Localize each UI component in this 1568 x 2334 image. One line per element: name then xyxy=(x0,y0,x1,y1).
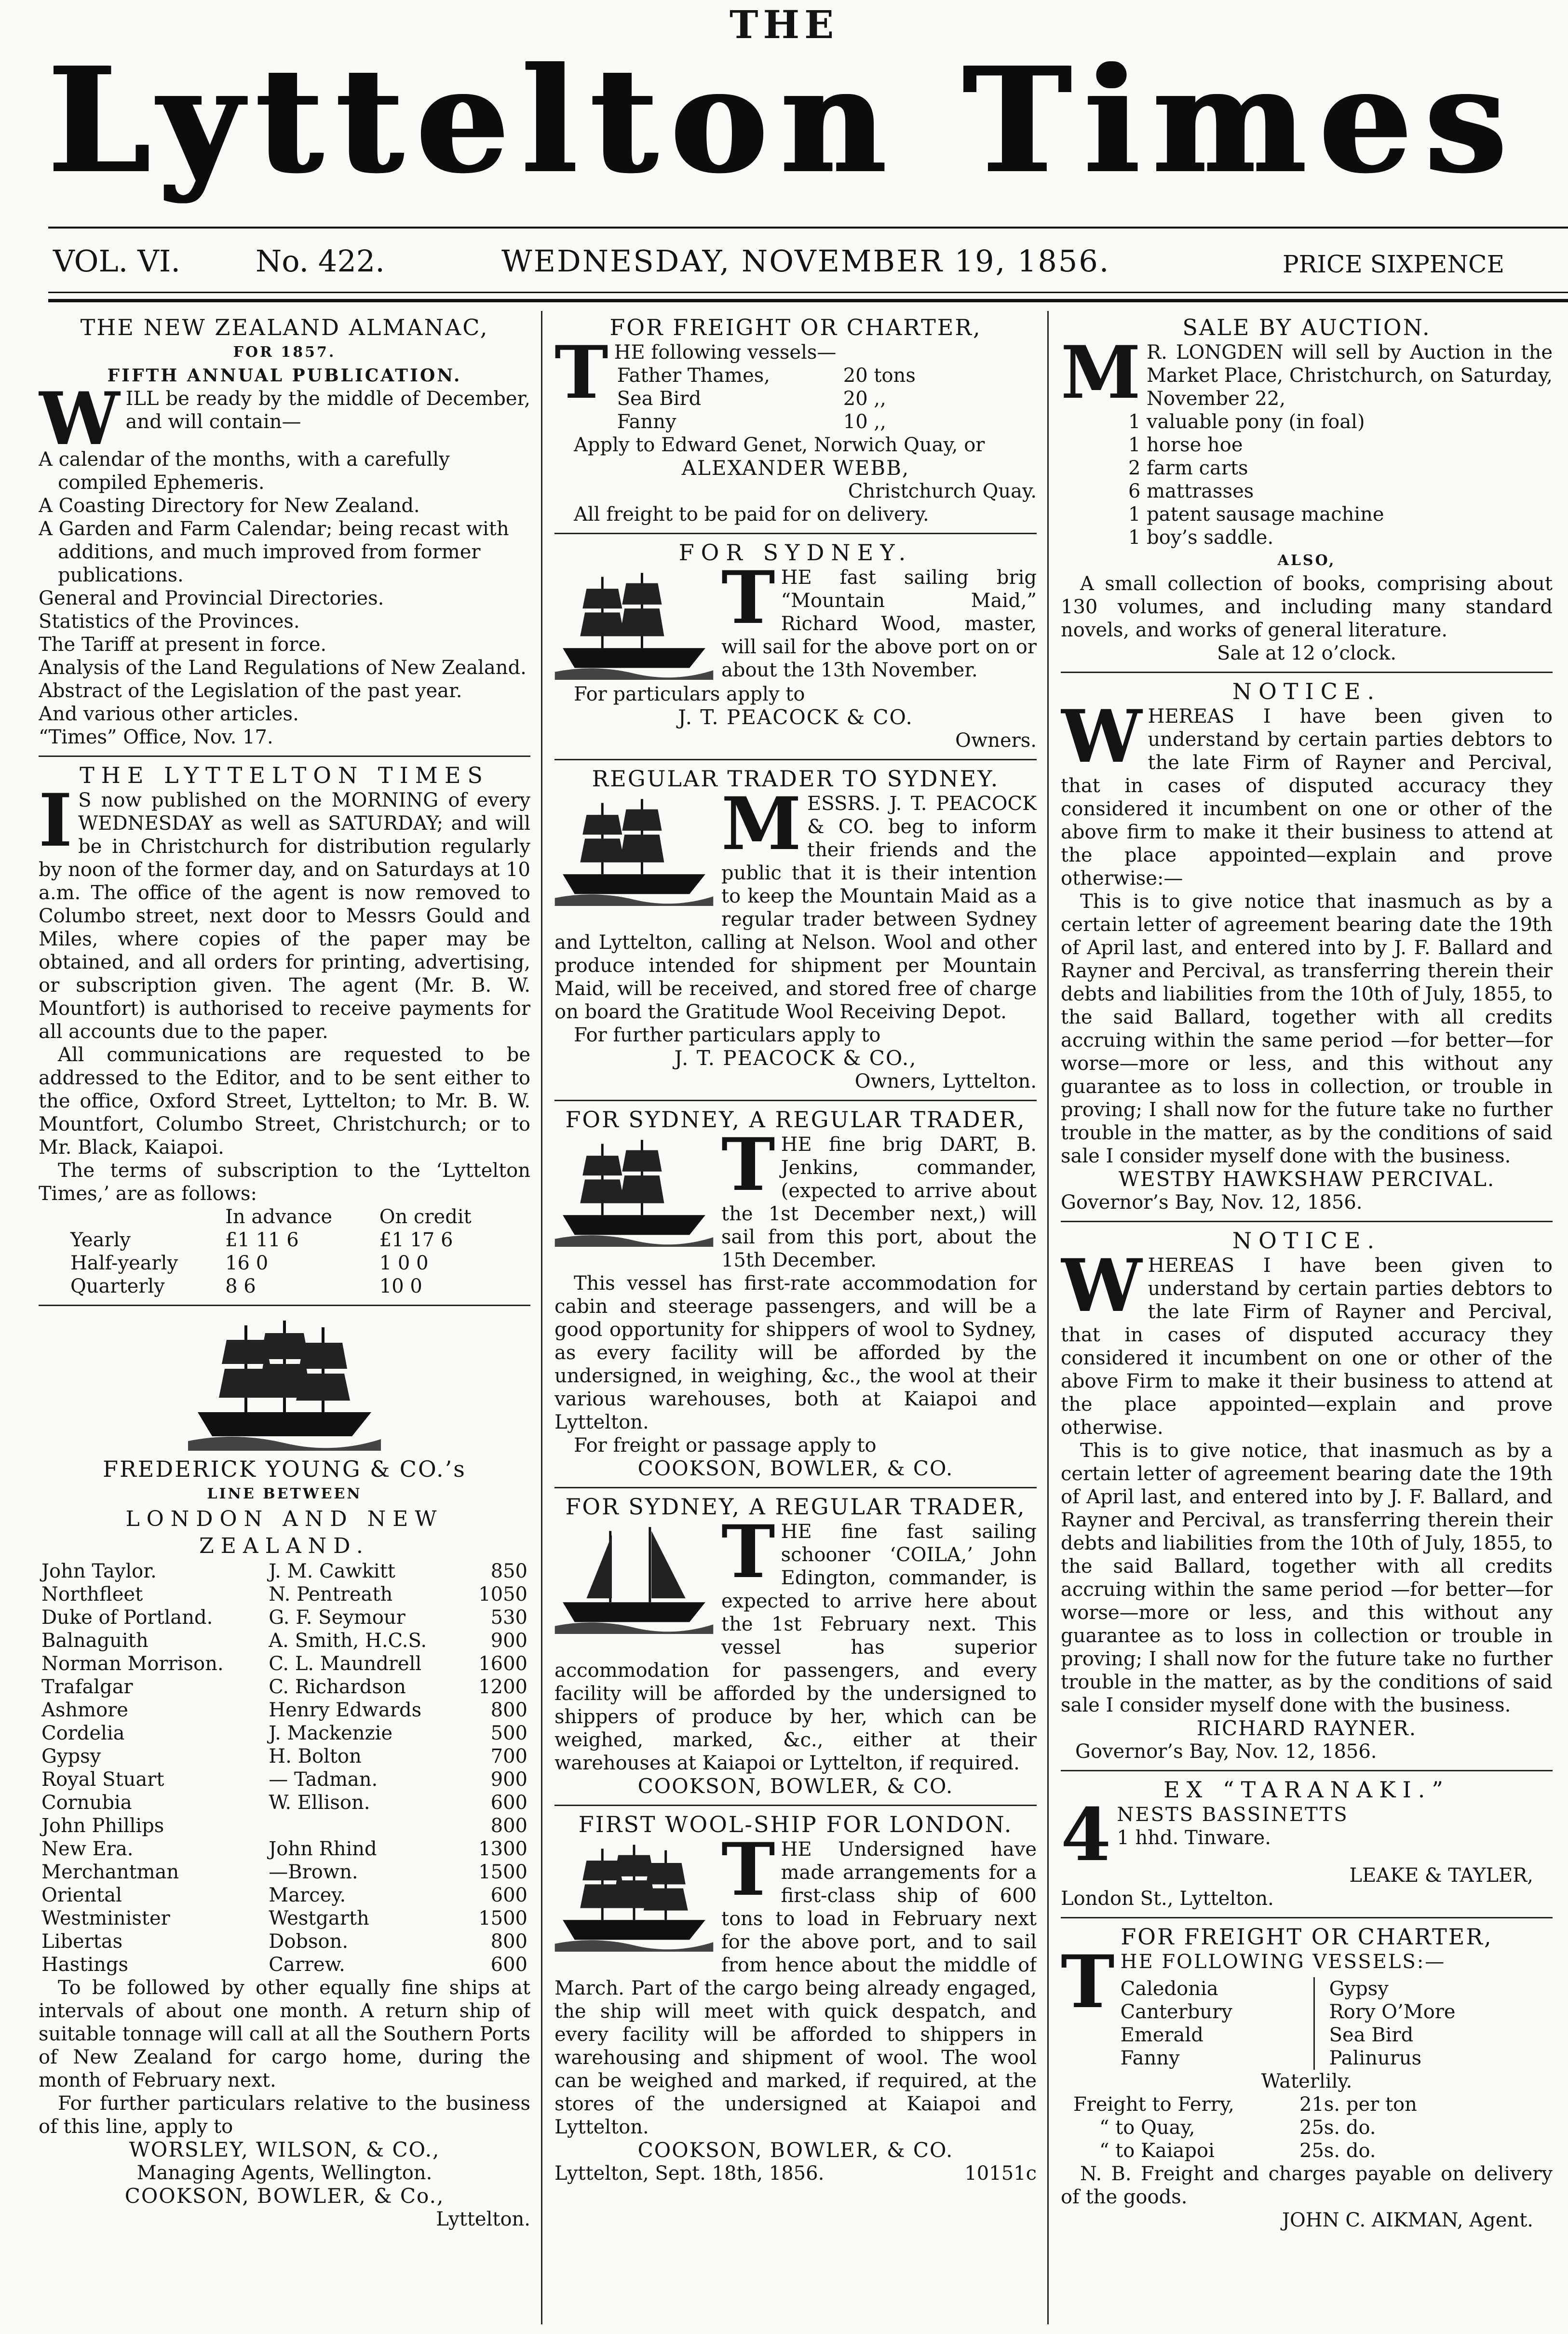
ad-text: Sale at 12 o’clock. xyxy=(1217,642,1397,664)
table-row: Royal Stuart — Tadman. 900 xyxy=(41,1768,527,1791)
list-item: Gypsy xyxy=(1329,1978,1389,2000)
column-2 xyxy=(554,311,1037,2324)
issue-number: No. 422. xyxy=(256,243,385,279)
ad-text: HE fine brig DART, B. Jenkins, commander, (expected to arrive about the 1st December next,) will sail from this port, about the 15th December. xyxy=(721,1133,1037,1271)
ad-signature: WORSLEY, WILSON, & CO., xyxy=(129,2138,440,2161)
list-item: Canterbury xyxy=(1120,2001,1232,2023)
ship-icon xyxy=(554,1841,714,1952)
ad-text: For further particulars apply to xyxy=(574,1024,881,1046)
table-row: Cornubia W. Ellison. 600 xyxy=(41,1792,527,1814)
table-row: Hastings Carrew. 600 xyxy=(41,1954,527,1976)
list-item: 1 boy’s saddle. xyxy=(1128,526,1274,549)
issue-date: WEDNESDAY, NOVEMBER 19, 1856. xyxy=(501,243,1110,279)
list-item: General and Provincial Directories. xyxy=(39,587,384,609)
ship-icon xyxy=(554,569,714,680)
ad-text: This is to give notice, that inasmuch as by a certain letter of agreement bearing date the 19th of April last, and entered into by J. F. Ballard, and Rayner and Percival, as transferring therein their debts and liabilities from the 10th of July, 1855, to the said Ballard, together with all credits accruing within the same period —for better—for worse—more or less, and this without any guarantee as to loss in collection or trouble in proving; I shall now for the future take no further trouble in the matter, as by the conditions of said sale I consider myself done with the business. xyxy=(1061,1440,1553,1716)
ad-signature: COOKSON, BOWLER, & Co., xyxy=(124,2184,445,2208)
ad-text: A small collection of books, comprising about 130 volumes, and including many standard novels, and works of general literature. xyxy=(1061,573,1553,641)
ad-signature: Lyttelton, Sept. 18th, 1856. xyxy=(554,2162,825,2185)
drop-cap: W xyxy=(1061,1243,1142,1328)
freight-charter-ad xyxy=(1061,1920,1553,2237)
list-item: Fanny xyxy=(1120,2047,1180,2069)
list-item: 2 farm carts xyxy=(1128,457,1248,479)
ad-text: HE Undersigned have made arrangements for a first-class ship of 600 tons to load in February next for the above port, and to sail from hence about the middle of March. Part of the cargo being already engaged, the ship will meet with quick despatch, and every facility will be afforded to shippers in warehousing and shipment of wool. The wool can be weighed and marked, if required, at the stores of the undersigned at Kaiapoi and Lyttelton. xyxy=(554,1838,1037,2138)
ad-signature: Owners. xyxy=(955,729,1037,752)
regular-trader-ad xyxy=(554,762,1037,1098)
ad-text: S now published on the MORNING of every WEDNESDAY as well as SATURDAY; and will be in Christchurch for distribution regularly by noon of the former day, and on Saturdays at 10 a.m. The office of the agent is now removed to Columbo street, next door to Messrs Gould and Miles, where copies of the paper may be obtained, and all orders for printing, advertising, or subscription given. The agent (Mr. B. W. Mountfort) is authorised to receive payments for all accounts due to the paper. xyxy=(39,789,530,1043)
ad-heading: EX “TARANAKI.” xyxy=(1163,1777,1450,1803)
sydney-ad xyxy=(554,536,1037,757)
table-row: Freight to Ferry, 21s. per ton xyxy=(1073,2093,1417,2116)
masthead-title: Lyttelton Times xyxy=(48,35,1520,205)
ad-text: 1 hhd. Tinware. xyxy=(1117,1827,1271,1849)
ad-text: To be followed by other equally fine ships at intervals of about one month. A return ship of suitable tonnage will call at all the Southern Ports of New Zealand for cargo home, during the month of February next. xyxy=(39,1977,530,2091)
drop-cap: T xyxy=(721,1827,775,1912)
column-1 xyxy=(39,311,530,2324)
ad-subheading: LINE BETWEEN xyxy=(207,1485,362,1502)
drop-cap: T xyxy=(1061,1940,1115,2024)
ad-signature: RICHARD RAYNER. xyxy=(1196,1716,1417,1740)
ad-text: This vessel has first-rate accommodation for cabin and steerage passengers, and will be a good opportunity for shippers of wool to Sydney, as every facility will be afforded by the undersigned, in weighing, &c., the wool at their various warehouses, both at Kaiapoi and Lyttelton. xyxy=(554,1272,1037,1433)
ad-signature: COOKSON, BOWLER, & CO. xyxy=(637,1457,954,1480)
table-row: Libertas Dobson. 800 xyxy=(41,1930,527,1953)
ad-heading: NOTICE. xyxy=(1232,1228,1381,1254)
ad-text: HE FOLLOWING VESSELS:— xyxy=(1120,1951,1446,1973)
table-row: Half-yearly 16 0 1 0 0 xyxy=(70,1252,429,1274)
ad-signature: LEAKE & TAYLER, xyxy=(1349,1864,1533,1887)
ship-icon xyxy=(554,795,714,906)
drop-cap: M xyxy=(721,782,802,866)
table-row: Westminister Westgarth 1500 xyxy=(41,1907,527,1929)
table-row: Oriental Marcey. 600 xyxy=(41,1884,527,1906)
column-header: On credit xyxy=(379,1206,472,1228)
ad-heading: SALE BY AUCTION. xyxy=(1182,314,1431,340)
list-item: 1 patent sausage machine xyxy=(1128,503,1384,526)
table-row: Cordelia J. Mackenzie 500 xyxy=(41,1722,527,1744)
ad-heading: FOR SYDNEY, A REGULAR TRADER, xyxy=(565,1494,1026,1520)
drop-cap: I xyxy=(39,778,73,863)
list-item: And various other articles. xyxy=(39,703,299,725)
list-item: Waterlily. xyxy=(1261,2070,1352,2092)
list-item: Statistics of the Provinces. xyxy=(39,610,300,633)
ad-signature: Christchurch Quay. xyxy=(848,480,1037,502)
table-row: Father Thames, 20 tons xyxy=(617,364,916,387)
ad-text: The terms of subscription to the ‘Lyttelton Times,’ are as follows: xyxy=(39,1160,530,1205)
list-item: Analysis of the Land Regulations of New Zealand. xyxy=(39,657,527,679)
ad-text: This is to give notice that inasmuch as by a certain letter of agreement bearing date the 19th of April last, and entered into by J. F. Ballard and Rayner and Percival, as transferring therein their debts and liabilities from the 10th of July, 1855, to the said Ballard, together with all credits accruing within the same period —for better—for worse—more or less, and this without any guarantee as to loss in collection, or trouble in proving; I shall now for the future take no further trouble in the matter, as by the conditions of said sale I consider myself done with the business. xyxy=(1061,890,1553,1167)
list-item: Rory O’More xyxy=(1329,2001,1456,2023)
notice-percival xyxy=(1061,675,1553,1219)
ad-text: For further particulars relative to the business of this line, apply to xyxy=(39,2092,530,2138)
freight-ad xyxy=(554,311,1037,531)
auction-ad xyxy=(1061,311,1553,670)
ad-text: ILL be ready by the middle of December, and will contain— xyxy=(125,388,530,433)
price: PRICE SIXPENCE xyxy=(1283,250,1504,278)
drop-cap: W xyxy=(1061,694,1142,779)
drop-cap: T xyxy=(554,330,608,415)
taranaki-ad xyxy=(1061,1773,1553,1915)
wool-ship-ad xyxy=(554,1808,1037,2190)
masthead-the: THE xyxy=(729,2,839,47)
ad-text: HE following vessels— xyxy=(614,341,837,364)
ad-heading: NOTICE. xyxy=(1232,678,1381,704)
ad-heading: FOR FREIGHT OR CHARTER, xyxy=(1121,1924,1493,1950)
ad-text: R. LONGDEN will sell by Auction in the Market Place, Christchurch, on Saturday, November 22, xyxy=(1147,341,1553,410)
ad-heading: FOR FREIGHT OR CHARTER, xyxy=(609,314,982,340)
list-item: A Garden and Farm Calendar; being recast with additions, and much improved from former publications. xyxy=(39,518,509,586)
list-item: 6 mattrasses xyxy=(1128,480,1254,502)
drop-cap: T xyxy=(721,555,775,640)
table-row: Trafalgar C. Richardson 1200 xyxy=(41,1676,527,1698)
ad-signature: ALEXANDER WEBB, xyxy=(681,456,910,480)
drop-cap: 4 xyxy=(1061,1793,1111,1877)
list-item: Palinurus xyxy=(1329,2047,1422,2069)
ad-signature: Owners, Lyttelton. xyxy=(854,1070,1037,1093)
ad-signature: WESTBY HAWKSHAW PERCIVAL. xyxy=(1118,1167,1495,1191)
almanac-ad xyxy=(39,311,530,754)
table-row: Merchantman —Brown. 1500 xyxy=(41,1861,527,1883)
drop-cap: W xyxy=(39,377,120,461)
column-rule xyxy=(1047,311,1049,2324)
list-item: Abstract of the Legislation of the past year. xyxy=(39,680,462,702)
ad-signature: COOKSON, BOWLER, & CO. xyxy=(637,2138,954,2162)
subscription-table xyxy=(68,1205,510,1298)
ad-heading: FOR SYDNEY. xyxy=(678,540,913,566)
ad-text: ESSRS. J. T. PEACOCK & CO. beg to inform their friends and the public that it is their intention to keep the Mountain Maid as a regular trader between Sydney and Lyttelton, calling at Nelson. Wool and other produce intended for shipment per Mountain Maid, will be received, and stored free of charge on board the Gratitude Wool Receiving Depot. xyxy=(554,793,1037,1023)
table-row: New Era. John Rhind 1300 xyxy=(41,1838,527,1860)
table-row: Ashmore Henry Edwards 800 xyxy=(41,1699,527,1721)
table-row: Fanny 10 ,, xyxy=(617,411,886,433)
ad-text: HE fast sailing brig “Mountain Maid,” Richard Wood, master, will sail for the above port on or about the 13th November. xyxy=(721,567,1037,681)
ad-subheading: ALSO, xyxy=(1277,552,1336,569)
ad-text: All communications are requested to be addressed to the Editor, and to be sent either to the office, Oxford Street, Lyttelton; to Mr. B. W. Mountfort, Columbo Street, Christchurch; or to Mr. Black, Kaiapoi. xyxy=(39,1044,530,1159)
coila-ad xyxy=(554,1490,1037,1803)
ad-heading: THE NEW ZEALAND ALMANAC, xyxy=(80,314,489,340)
list-item: 1 horse hoe xyxy=(1128,434,1243,456)
list-item: Emerald xyxy=(1120,2024,1203,2046)
lyttelton-times-ad xyxy=(39,759,530,1303)
notice-rayner xyxy=(1061,1224,1553,1768)
table-row: John Taylor. J. M. Cawkitt 850 xyxy=(41,1560,527,1582)
ad-signature: Managing Agents, Wellington. xyxy=(136,2162,433,2184)
ad-reference: 10151c xyxy=(964,2162,1037,2185)
list-item: Caledonia xyxy=(1120,1978,1218,2000)
ad-signature: “Times” Office, Nov. 17. xyxy=(39,726,273,748)
masthead-rule-bottom xyxy=(48,299,1568,302)
ad-signature: London St., Lyttelton. xyxy=(1061,1888,1274,1910)
ad-heading: FREDERICK YOUNG & CO.’s xyxy=(103,1456,466,1482)
ad-text: For particulars apply to xyxy=(574,683,805,705)
column-3 xyxy=(1061,311,1553,2324)
ad-heading: REGULAR TRADER TO SYDNEY. xyxy=(592,766,1000,792)
ad-signature: Governor’s Bay, Nov. 12, 1856. xyxy=(1075,1740,1377,1763)
volume: VOL. VI. xyxy=(53,243,181,279)
ad-subheading: FOR 1857. xyxy=(233,344,336,361)
list-item: Sea Bird xyxy=(1329,2024,1414,2046)
drop-cap: M xyxy=(1061,330,1141,415)
column-rule xyxy=(541,311,542,2324)
table-row: Northfleet N. Pentreath 1050 xyxy=(41,1583,527,1605)
table-row: “ to Kaiapoi 25s. do. xyxy=(1099,2140,1376,2162)
table-row: Duke of Portland. G. F. Seymour 530 xyxy=(41,1606,527,1629)
vessel-list xyxy=(1121,1977,1553,2070)
list-item: The Tariff at present in force. xyxy=(39,634,327,656)
ad-signature: JOHN C. AIKMAN, Agent. xyxy=(1282,2209,1533,2231)
ad-signature: Governor’s Bay, Nov. 12, 1856. xyxy=(1061,1191,1363,1214)
ad-heading: FOR SYDNEY, A REGULAR TRADER, xyxy=(565,1106,1026,1133)
masthead-rule-top xyxy=(48,227,1568,229)
ad-text: For freight or passage apply to xyxy=(574,1434,877,1457)
table-row: “ to Quay, 25s. do. xyxy=(1099,2117,1376,2139)
ad-text: Apply to Edward Genet, Norwich Quay, or xyxy=(574,434,985,456)
table-row: Sea Bird 20 ,, xyxy=(617,388,886,410)
table-row: Norman Morrison. C. L. Maundrell 1600 xyxy=(41,1653,527,1675)
ship-icon xyxy=(183,1316,386,1451)
ship-table xyxy=(39,1560,530,1976)
rates-table xyxy=(1070,2093,1464,2162)
ad-text: All freight to be paid for on delivery. xyxy=(574,503,929,526)
table-row: John Phillips 800 xyxy=(41,1815,527,1837)
drop-cap: T xyxy=(721,1122,775,1207)
ad-text: HEREAS I have been given to understand by certain parties debtors to the late Firm of Rayner and Percival, that in cases of disputed accuracy they considered it incumbent on one or other of the above Firm to make it their business to attend at the place appointed—explain and prove otherwise. xyxy=(1061,1255,1553,1439)
ad-heading: LONDON AND NEW ZEALAND. xyxy=(125,1507,444,1558)
ad-text: NESTS BASSINETTS xyxy=(1117,1804,1349,1826)
list-item: A calendar of the months, with a carefully compiled Ephemeris. xyxy=(39,448,450,494)
ad-signature: J. T. PEACOCK & CO. xyxy=(678,705,913,729)
frederick-young-ad xyxy=(39,1308,530,2236)
ad-text: N. B. Freight and charges payable on delivery of the goods. xyxy=(1061,2163,1553,2208)
ad-signature: J. T. PEACOCK & CO., xyxy=(674,1046,917,1070)
drop-cap: T xyxy=(721,1510,775,1594)
dart-ad xyxy=(554,1103,1037,1485)
ad-signature: Lyttelton. xyxy=(436,2208,530,2230)
ship-icon xyxy=(554,1523,714,1634)
table-row: Quarterly 8 6 10 0 xyxy=(70,1275,422,1297)
ad-text: HEREAS I have been given to understand by certain parties debtors to the late Firm of Rayner and Percival, that in cases of disputed accuracy they considered it incumbent on one or other of the above firm to make it their business to attend at the place appointed—explain and prove otherwise:— xyxy=(1061,705,1553,890)
vessel-table xyxy=(614,364,952,433)
list-item: A Coasting Directory for New Zealand. xyxy=(39,495,420,517)
ad-heading: THE LYTTELTON TIMES xyxy=(80,762,489,788)
table-row: Balnaguith A. Smith, H.C.S. 900 xyxy=(41,1630,527,1652)
list-item: 1 valuable pony (in foal) xyxy=(1128,411,1365,433)
ship-icon xyxy=(554,1136,714,1247)
ad-signature: COOKSON, BOWLER, & CO. xyxy=(637,1774,954,1798)
column-header: In advance xyxy=(225,1206,333,1228)
ad-subheading: FIFTH ANNUAL PUBLICATION. xyxy=(107,365,462,386)
masthead-rule-mid xyxy=(48,292,1568,293)
table-row: Gypsy H. Bolton 700 xyxy=(41,1745,527,1767)
ad-heading: FIRST WOOL-SHIP FOR LONDON. xyxy=(578,1811,1013,1837)
ad-text: HE fine fast sailing schooner ‘COILA,’ John Edington, commander, is expected to arrive here about the 1st February next. This vessel has superior accommodation for passengers, and every facility will be afforded by the undersigned to shippers of produce by her, which can be weighed, marked, &c., either at their warehouses at Kaiapoi or Lyttelton, if required. xyxy=(554,1521,1037,1774)
table-row: Yearly £1 11 6 £1 17 6 xyxy=(70,1229,453,1251)
